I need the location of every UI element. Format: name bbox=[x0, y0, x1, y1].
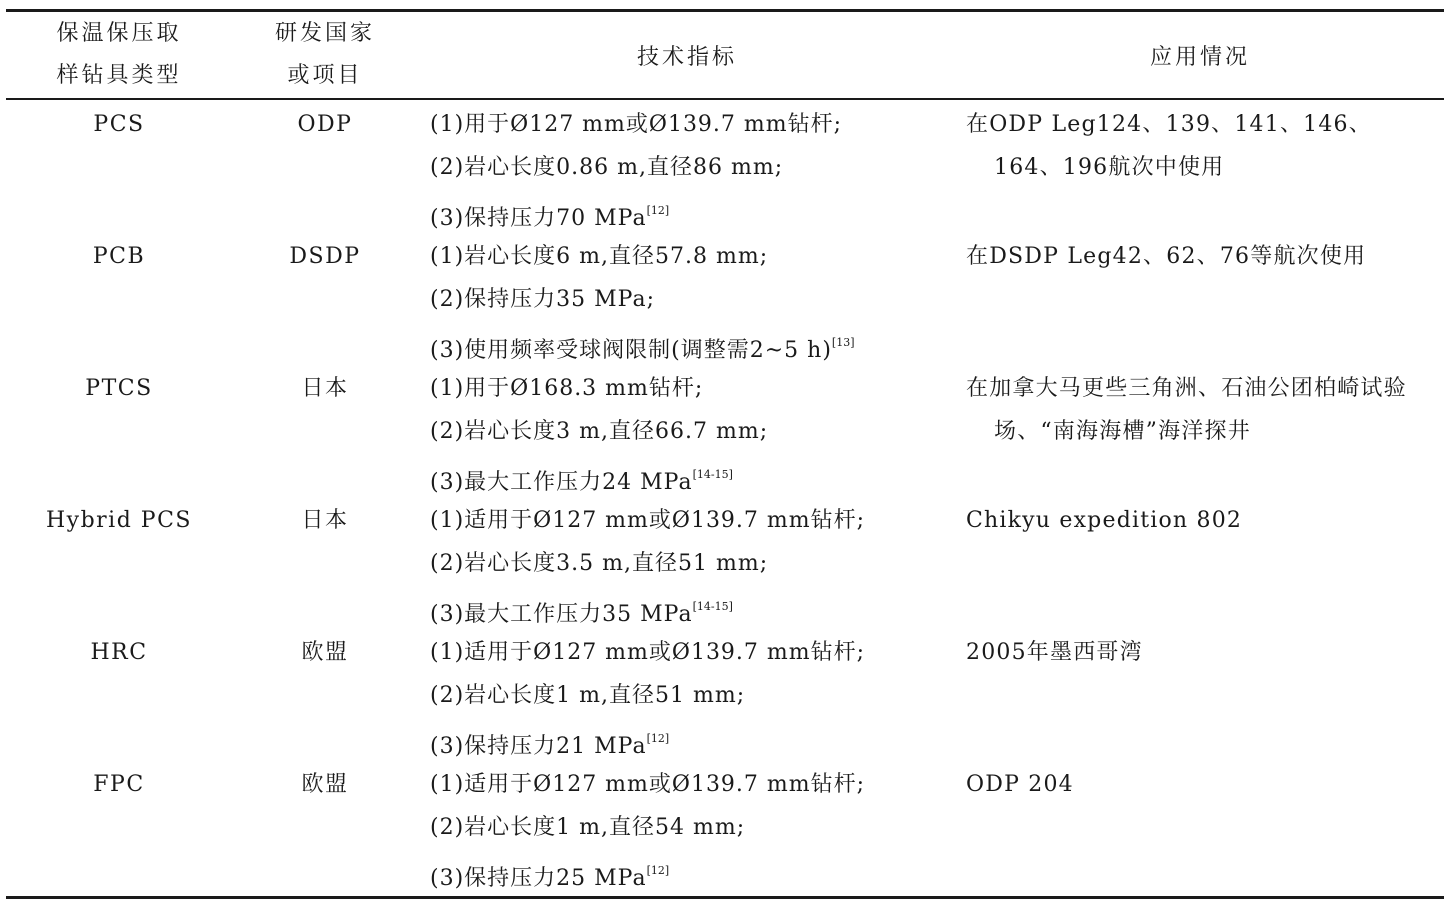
header-row bbox=[6, 11, 1444, 100]
spec-text: (1)用于Ø168.3 mm钻杆; bbox=[430, 376, 704, 401]
sampler-type-cell: Hybrid PCS bbox=[45, 508, 193, 533]
spec-line bbox=[430, 235, 956, 278]
spec-text: (1)适用于Ø127 mm或Ø139.7 mm钻杆; bbox=[430, 508, 866, 533]
spec-line bbox=[430, 321, 956, 364]
header-origin bbox=[232, 11, 418, 100]
application-text: 在DSDP Leg42、62、76等航次使用 bbox=[966, 244, 1367, 269]
spec-text: (3)最大工作压力35 MPa bbox=[430, 602, 693, 627]
table-row bbox=[6, 496, 1444, 628]
table-body bbox=[6, 99, 1444, 898]
application-cell bbox=[956, 496, 1444, 628]
reference-superscript: [12] bbox=[646, 732, 670, 745]
spec-text: (2)岩心长度3.5 m,直径51 mm; bbox=[430, 551, 769, 576]
spec-line bbox=[430, 674, 956, 717]
table-header bbox=[6, 11, 1444, 100]
origin-cell: 日本 bbox=[301, 376, 349, 401]
application-text: Chikyu expedition 802 bbox=[966, 508, 1243, 533]
spec-text: (3)保持压力25 MPa bbox=[430, 866, 647, 891]
spec-line bbox=[430, 763, 956, 806]
sampler-type-cell: FPC bbox=[93, 772, 145, 797]
application-text: ODP 204 bbox=[966, 772, 1074, 797]
spec-text: (2)岩心长度0.86 m,直径86 mm; bbox=[430, 155, 784, 180]
reference-superscript: [14-15] bbox=[692, 468, 733, 481]
specs-cell bbox=[418, 364, 956, 496]
sampler-type-cell: PCB bbox=[92, 244, 146, 269]
spec-text: (2)岩心长度1 m,直径54 mm; bbox=[430, 815, 746, 840]
spec-text: (2)保持压力35 MPa; bbox=[430, 287, 656, 312]
origin-cell: DSDP bbox=[289, 244, 361, 269]
header-origin-line-1: 研发国家 bbox=[274, 21, 375, 46]
table-row bbox=[6, 99, 1444, 232]
table-row bbox=[6, 232, 1444, 364]
reference-superscript: [12] bbox=[646, 864, 670, 877]
application-cell bbox=[956, 628, 1444, 760]
origin-cell: ODP bbox=[297, 112, 353, 137]
spec-text: (3)保持压力21 MPa bbox=[430, 734, 647, 759]
specs-cell bbox=[418, 232, 956, 364]
header-origin-line-2: 或项目 bbox=[287, 63, 363, 88]
table-row bbox=[6, 364, 1444, 496]
spec-line bbox=[430, 367, 956, 410]
sampler-type-cell: HRC bbox=[90, 640, 148, 665]
application-text: 在ODP Leg124、139、141、146、164、196航次中使用 bbox=[966, 112, 1372, 180]
spec-text: (2)岩心长度1 m,直径51 mm; bbox=[430, 683, 746, 708]
spec-text: (2)岩心长度3 m,直径66.7 mm; bbox=[430, 419, 769, 444]
header-sampler-type-line-2: 样钻具类型 bbox=[56, 63, 182, 88]
spec-text: (1)用于Ø127 mm或Ø139.7 mm钻杆; bbox=[430, 112, 843, 137]
specs-cell bbox=[418, 628, 956, 760]
spec-text: (1)适用于Ø127 mm或Ø139.7 mm钻杆; bbox=[430, 640, 866, 665]
spec-line bbox=[430, 717, 956, 760]
origin-cell: 欧盟 bbox=[301, 640, 349, 665]
spec-text: (3)保持压力70 MPa bbox=[430, 206, 647, 231]
spec-line bbox=[430, 278, 956, 321]
specs-cell bbox=[418, 99, 956, 232]
application-cell bbox=[956, 232, 1444, 364]
specs-cell bbox=[418, 496, 956, 628]
header-sampler-type bbox=[6, 11, 232, 100]
sampler-type-cell: PTCS bbox=[85, 376, 153, 401]
table-row bbox=[6, 760, 1444, 898]
header-specs: 技术指标 bbox=[636, 44, 737, 70]
header-sampler-type-line-1: 保温保压取 bbox=[56, 21, 182, 46]
specs-cell bbox=[418, 760, 956, 898]
spec-line bbox=[430, 499, 956, 542]
spec-line bbox=[430, 806, 956, 849]
origin-cell: 欧盟 bbox=[301, 772, 349, 797]
application-text: 2005年墨西哥湾 bbox=[966, 640, 1143, 665]
spec-line bbox=[430, 146, 956, 189]
reference-superscript: [14-15] bbox=[692, 600, 733, 613]
application-cell bbox=[956, 760, 1444, 898]
spec-text: (1)适用于Ø127 mm或Ø139.7 mm钻杆; bbox=[430, 772, 866, 797]
spec-text: (3)使用频率受球阀限制(调整需2~5 h) bbox=[430, 338, 832, 363]
spec-line bbox=[430, 849, 956, 892]
application-cell bbox=[956, 99, 1444, 232]
spec-line bbox=[430, 631, 956, 674]
spec-line bbox=[430, 410, 956, 453]
reference-superscript: [12] bbox=[646, 204, 670, 217]
origin-cell: 日本 bbox=[301, 508, 349, 533]
spec-text: (1)岩心长度6 m,直径57.8 mm; bbox=[430, 244, 769, 269]
sampler-type-cell: PCS bbox=[93, 112, 145, 137]
application-text: 在加拿大马更些三角洲、石油公团柏崎试验场、“南海海槽”海洋探井 bbox=[966, 376, 1407, 444]
core-sampler-table-container bbox=[6, 9, 1444, 899]
spec-text: (3)最大工作压力24 MPa bbox=[430, 470, 693, 495]
spec-line bbox=[430, 585, 956, 628]
application-cell bbox=[956, 364, 1444, 496]
header-application: 应用情况 bbox=[1149, 44, 1250, 70]
spec-line bbox=[430, 189, 956, 232]
spec-line bbox=[430, 103, 956, 146]
reference-superscript: [13] bbox=[831, 336, 855, 349]
spec-line bbox=[430, 542, 956, 585]
pressure-core-sampler-table bbox=[6, 9, 1444, 899]
table-row bbox=[6, 628, 1444, 760]
spec-line bbox=[430, 453, 956, 496]
